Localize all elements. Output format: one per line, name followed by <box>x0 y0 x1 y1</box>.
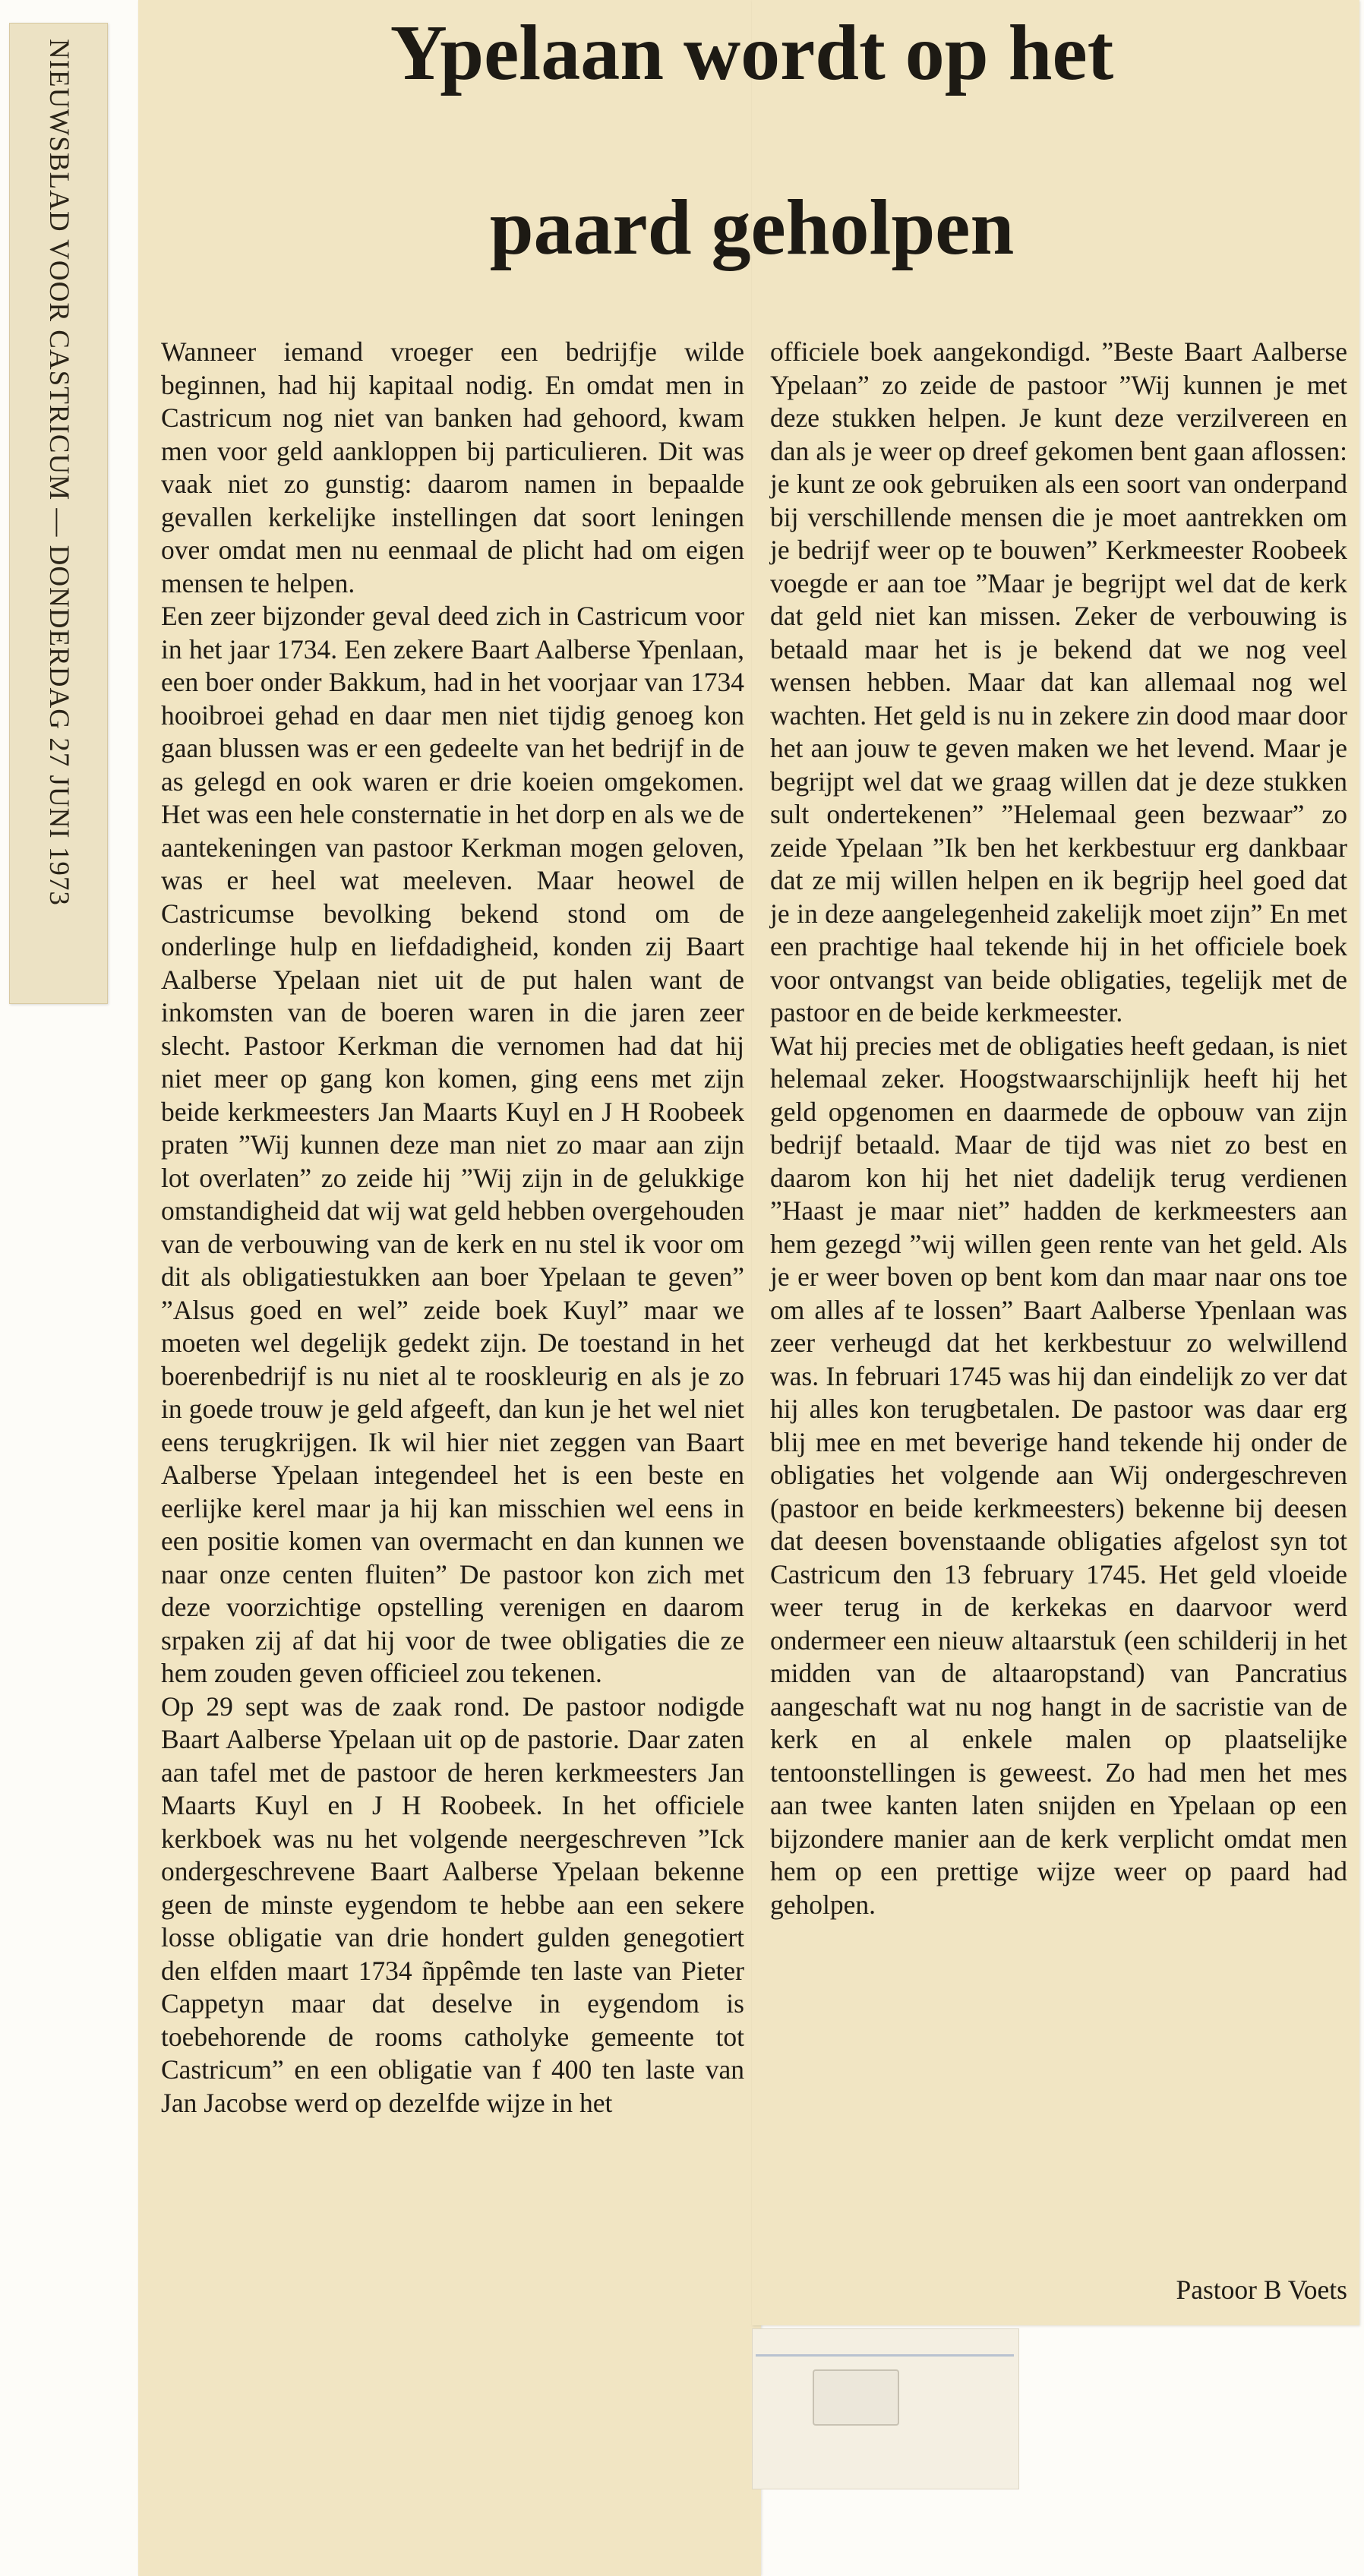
newspaper-source-label: NIEUWSBLAD VOOR CASTRICUM — DONDERDAG 27 JUNI 1973 <box>43 39 74 906</box>
author-signature: Pastoor B Voets <box>1176 2275 1347 2305</box>
paragraph: officiele boek aangekondigd. ”Beste Baart Aalberse Ypelaan” zo zeide de pastoor ”Wij kunnen je met deze stukken helpen. Je kunt deze verzilvereen en dan als je weer op dreef gekomen bent gaan aflossen: je kunt ze ook gebruiken als een soort van onderpand bij verschillende mensen die je moet aantrekken om je bedrijf weer op te bouwen” Kerkmeester Roobeek voegde er aan toe ”Maar je begrijpt wel dat de kerk dat geld niet kan missen. Zeker de verbouwing is betaald maar het is je bekend dat we nog veel wensen hebben. Maar dat kan allemaal nog wel wachten. Het geld is nu in zekere zin dood maar door het aan jouw te geven maken we het levend. Maar je begrijpt wel dat we graag willen dat je deze stukken sult ondertekenen” ”Helemaal geen bezwaar” zo zeide Ypelaan ”Ik ben het kerkbestuur erg dankbaar dat ze mij willen helpen en ik begrijp heel goed dat je in deze aangelegenheid zakelijk moet zijn” En met een prachtige haal tekende hij in het officiele boek voor ontvangst van beide obligaties, tegelijk met de pastoor en de beide kerkmeester. <box>770 336 1347 1028</box>
headline-line-2: paard geholpen <box>489 184 1015 271</box>
paragraph: Op 29 sept was de zaak rond. De pastoor nodigde Baart Aalberse Ypelaan uit op de pastorie. Daar zaten aan tafel met de pastoor de heren kerkmeesters Jan Maarts Kuyl en J H Roobeek. In het officiele kerkboek was nu het volgende neergeschreven ”Ick ondergeschrevene Baart Aalberse Ypelaan bekenne geen de minste eygendom te hebbe aan een sekere losse obligatie van drie hondert gulden genegotiert den elfden maart 1734 ñppêmde ten laste van Pieter Cappetyn maar dat deselve in eygendom is toebehorende de rooms catholyke gemeente tot Castricum” en een obligatie van f 400 ten laste van Jan Jacobse werd op dezelfde wijze in het <box>161 1690 744 2118</box>
article-column-left <box>161 336 744 2120</box>
paragraph: Een zeer bijzonder geval deed zich in Castricum voor in het jaar 1734. Een zekere Baart Aalberse Ypenlaan, een boer onder Bakkum, had in het voorjaar van 1734 hooibroei gehad en daar men niet tijdig genoeg kon gaan blussen was er een gedeelte van het bedrijf in de as gelegd en ook waren er drie koeien omgekomen. Het was een hele consternatie in het dorp en als we de aantekeningen van pastoor Kerkman mogen geloven, was er heel wat meeleven. Maar heowel de Castricumse bevolking bekend stond om de onderlinge hulp en liefdadigheid, konden zij Baart Aalberse Ypelaan niet uit de put halen want de inkomsten van de boeren waren in die jaren zeer slecht. Pastoor Kerkman die vernomen had dat hij niet meer op gang kon komen, ging eens met zijn beide kerkmeesters Jan Maarts Kuyl en J H Roobeek praten ”Wij kunnen deze man niet zo maar aan zijn lot overlaten” zo zeide hij ”Wij zijn in de gelukkige omstandigheid dat wij wat geld hebben overgehouden van de verbouwing van de kerk en nu stel ik voor om dit als obligatiestukken aan boer Ypelaan te geven” ”Alsus goed en wel” zeide boek Kuyl” maar we moeten wel degelijk gedekt zijn. De toestand in het boerenbedrijf is nu niet al te rooskleurig en als je zo in goede trouw je geld afgeeft, dan kun je het wel niet eens terugkrijgen. Ik wil hier niet zeggen van Baart Aalberse Ypelaan integendeel het is een beste en eerlijke kerel maar ja hij kan misschien wel eens in een positie komen van overmacht en dan kunnen we naar onze centen fluiten” De pastoor kon zich met deze voorzichtige opstelling verenigen en daarom srpaken zij af dat hij voor de twee obligaties die ze hem zouden geven officieel zou tekenen. <box>161 601 744 1688</box>
paragraph: Wanneer iemand vroeger een bedrijfje wilde beginnen, had hij kapitaal nodig. En omdat men in Castricum nog niet van banken had gehoord, kwam men voor geld aankloppen bij particulieren. Dit was vaak niet zo gunstig: daarom namen in bepaalde gevallen kerkelijke instellingen dat soort leningen over omdat men nu eenmaal de plicht had om eigen mensen te helpen. <box>161 336 744 598</box>
headline-line-1: Ypelaan wordt op het <box>390 9 1114 96</box>
scrap-edge-line <box>756 2354 1014 2357</box>
scrap-mark <box>813 2369 899 2426</box>
paragraph: Wat hij precies met de obligaties heeft gedaan, is niet helemaal zeker. Hoogstwaarschijnlijk heeft hij het geld opgenomen en daarmede de opbouw van zijn bedrijf betaald. Maar de tijd was niet zo best en daarom kon hij het niet dadelijk terug verdienen ”Haast je maar niet” hadden de kerkmeesters aan hem gezegd ”wij willen geen rente van het geld. Als je er weer boven op bent kom dan maar naar ons toe om alles af te lossen” Baart Aalberse Ypenlaan was zeer verheugd dat het kerkbestuur zo welwillend was. In februari 1745 was hij dan eindelijk zo ver dat hij alles kon terugbetalen. De pastoor was daar erg blij mee en met beverige hand tekende hij onder de obligaties het volgende aan Wij ondergeschreven (pastoor en beide kerkmeesters) bekenne bij deesen dat deesen bovenstaande obligaties afgelost syn tot Castricum den 13 february 1745. Het geld vloeide weer terug in de kerkekas en daarvoor werd ondermeer een nieuw altaarstuk (een schilderij in het midden van de altaaropstand) van Pancratius aangeschaft wat nu nog hangt in de sacristie van de kerk en al enkele malen op plaatselijke tentoonstellingen is geweest. Zo had men het mes aan twee kanten laten snijden en Ypelaan op een bijzondere manier aan de kerk verplicht omdat men hem op een prettige wijze weer op paard had geholpen. <box>770 1030 1347 1920</box>
article-column-right <box>770 336 1347 1921</box>
newspaper-label-strip <box>9 23 108 1004</box>
